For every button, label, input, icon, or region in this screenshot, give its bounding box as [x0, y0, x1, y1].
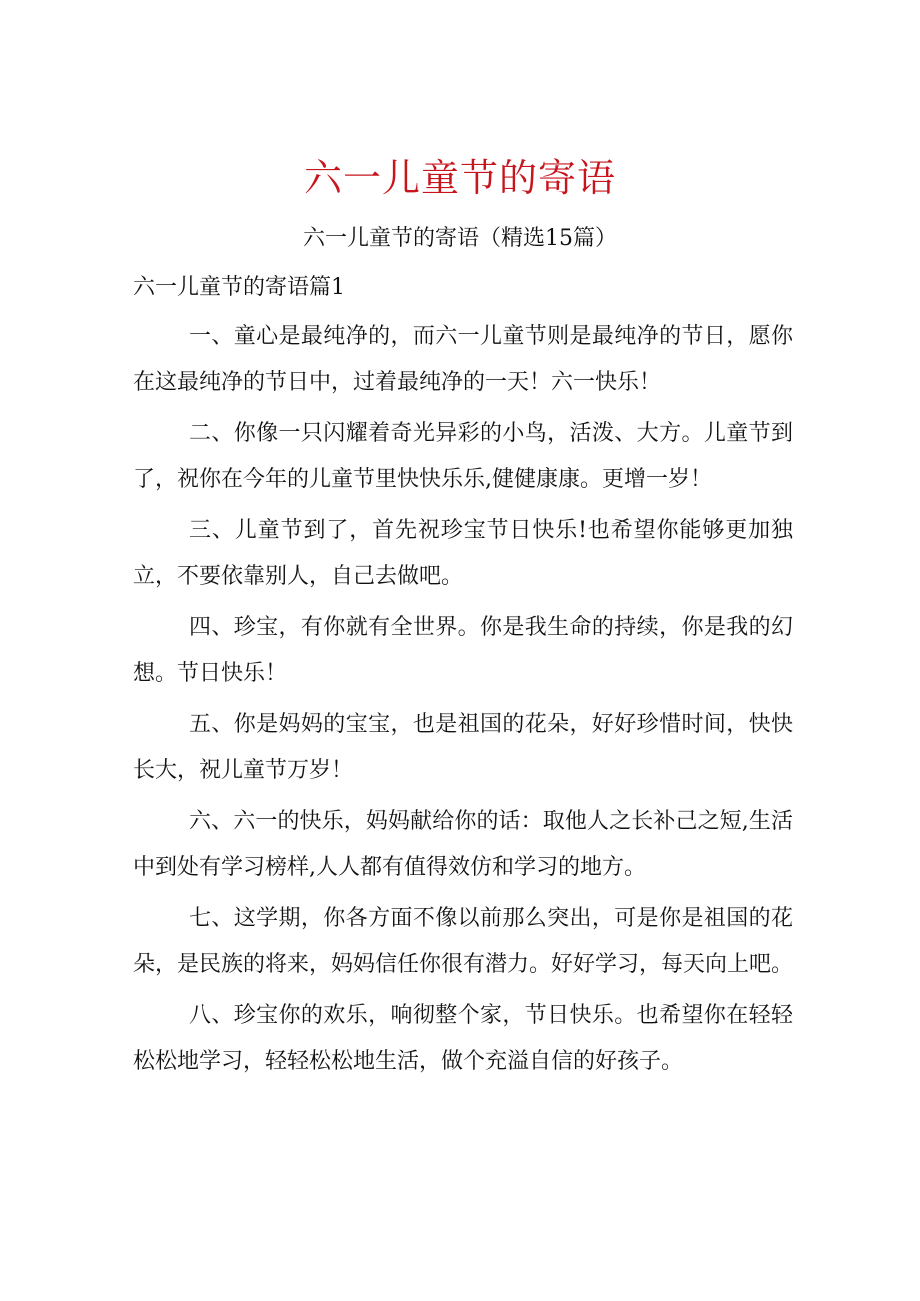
- paragraph-7: 七、这学期，你各方面不像以前那么突出，可是你是祖国的花朵，是民族的将来，妈妈信任你很有潜力。好好学习，每天向上吧。: [133, 906, 794, 977]
- paragraph-1: 一、童心是最纯净的，而六一儿童节则是最纯净的节日，愿你在这最纯净的节日中，过着最纯净的一天！六一快乐！: [133, 324, 793, 395]
- paragraph-6: 六、六一的快乐，妈妈献给你的话：取他人之长补己之短,生活中到处有学习榜样,人人都有值得效仿和学习的地方。: [133, 809, 793, 880]
- document-subtitle: 六一儿童节的寄语（精选15篇）: [303, 226, 617, 251]
- body-text: [133, 314, 793, 1090]
- document-title: 六一儿童节的寄语: [303, 156, 616, 200]
- paragraph-8: 八、珍宝你的欢乐，响彻整个家，节日快乐。也希望你在轻轻松松地学习，轻轻松松地生活，做个充溢自信的好孩子。: [133, 1003, 793, 1074]
- paragraph-5: 五、你是妈妈的宝宝，也是祖国的花朵，好好珍惜时间，快快长大，祝儿童节万岁！: [133, 712, 793, 783]
- paragraph-4: 四、珍宝，有你就有全世界。你是我生命的持续，你是我的幻想。节日快乐！: [133, 615, 793, 686]
- paragraph-2: 二、你像一只闪耀着奇光异彩的小鸟，活泼、大方。儿童节到了，祝你在今年的儿童节里快快乐乐,健健康康。更增一岁！: [133, 421, 793, 492]
- section-heading: 六一儿童节的寄语篇1: [133, 275, 345, 300]
- paragraph-3: 三、儿童节到了，首先祝珍宝节日快乐!也希望你能够更加独立，不要依靠别人，自己去做吧。: [133, 518, 793, 589]
